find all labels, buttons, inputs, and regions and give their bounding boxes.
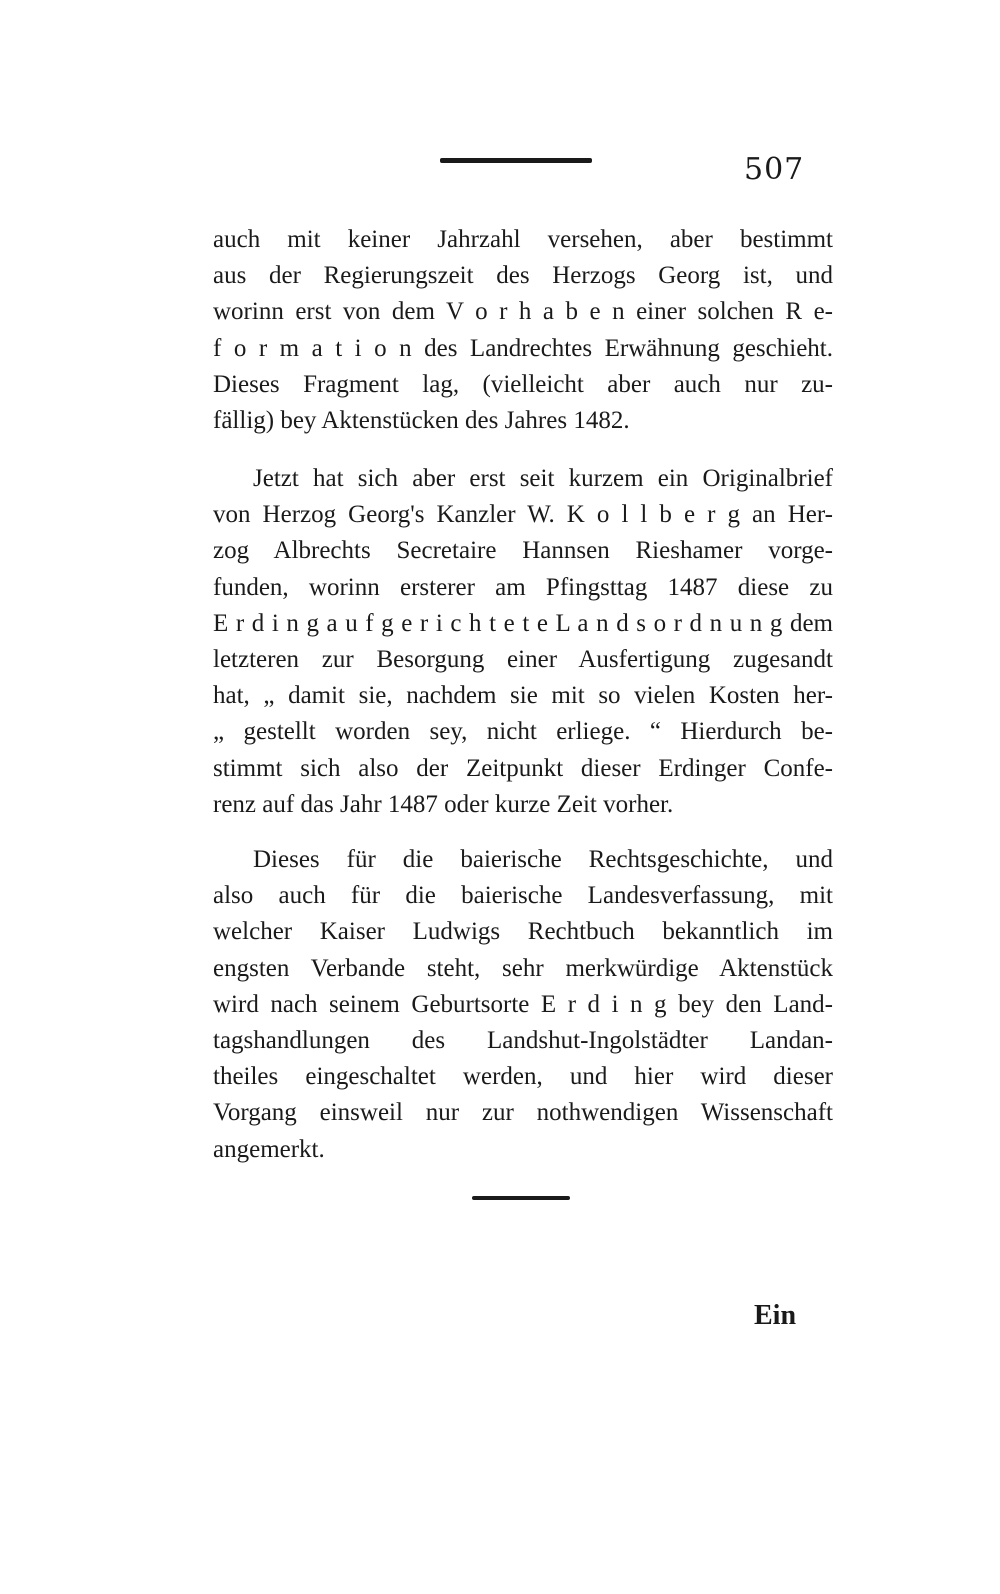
text-line: renz auf das Jahr 1487 oder kurze Zeit vorher. <box>213 790 674 818</box>
paragraph-1 <box>213 222 833 439</box>
paragraph-3 <box>213 842 833 1168</box>
text-line: aus der Regierungszeit des Herzogs Georg ist, und <box>213 262 833 290</box>
text-line: f o r m a t i o n des Landrechtes Erwähnung geschieht. <box>213 334 833 362</box>
text-line: Vorgang einsweil nur zur nothwendigen Wissenschaft <box>213 1099 833 1127</box>
text-line: von Herzog Georg's Kanzler W. K o l l b e r g an Her- <box>213 501 833 529</box>
text-line: angemerkt. <box>213 1135 325 1163</box>
text-line: letzteren zur Besorgung einer Ausfertigung zugesandt <box>213 645 833 673</box>
text-line: zog Albrechts Secretaire Hannsen Rieshamer vorge- <box>213 537 833 565</box>
text-line: worinn erst von dem V o r h a b e n einer solchen R e- <box>213 298 833 326</box>
text-line: stimmt sich also der Zeitpunkt dieser Erdinger Confe- <box>213 754 833 782</box>
text-line: wird nach seinem Geburtsorte E r d i n g bey den Land- <box>213 990 833 1018</box>
text-line: theiles eingeschaltet werden, und hier wird dieser <box>213 1063 833 1091</box>
text-line: auch mit keiner Jahrzahl versehen, aber bestimmt <box>213 226 833 253</box>
text-line: funden, worinn ersterer am Pfingsttag 1487 diese zu <box>213 573 833 601</box>
text-line: engsten Verbande steht, sehr merkwürdige Aktenstück <box>213 954 833 982</box>
page-number: 507 <box>744 152 805 187</box>
paragraph-2 <box>213 461 833 823</box>
text-line: Dieses Fragment lag, (vielleicht aber auch nur zu- <box>213 370 833 398</box>
text-line: Jetzt hat sich aber erst seit kurzem ein Originalbrief <box>253 465 833 492</box>
text-line: Dieses für die baierische Rechtsgeschichte, und <box>253 846 833 873</box>
text-line: hat, „ damit sie, nachdem sie mit so vielen Kosten her- <box>213 682 833 710</box>
text-line: tagshandlungen des Landshut-Ingolstädter Landan- <box>213 1026 833 1054</box>
text-line: also auch für die baierische Landesverfassung, mit <box>213 882 833 910</box>
text-line: welcher Kaiser Ludwigs Rechtbuch bekanntlich im <box>213 918 833 946</box>
text-line: fällig) bey Aktenstücken des Jahres 1482. <box>213 406 630 434</box>
footer-rule <box>472 1196 570 1200</box>
header-rule <box>440 158 592 163</box>
catchword: Ein <box>754 1300 797 1331</box>
text-line: E r d i n g a u f g e r i c h t e t e L a n d s o r d n u n g dem <box>213 609 833 637</box>
text-line: „ gestellt worden sey, nicht erliege. “ Hierdurch be- <box>213 718 833 746</box>
